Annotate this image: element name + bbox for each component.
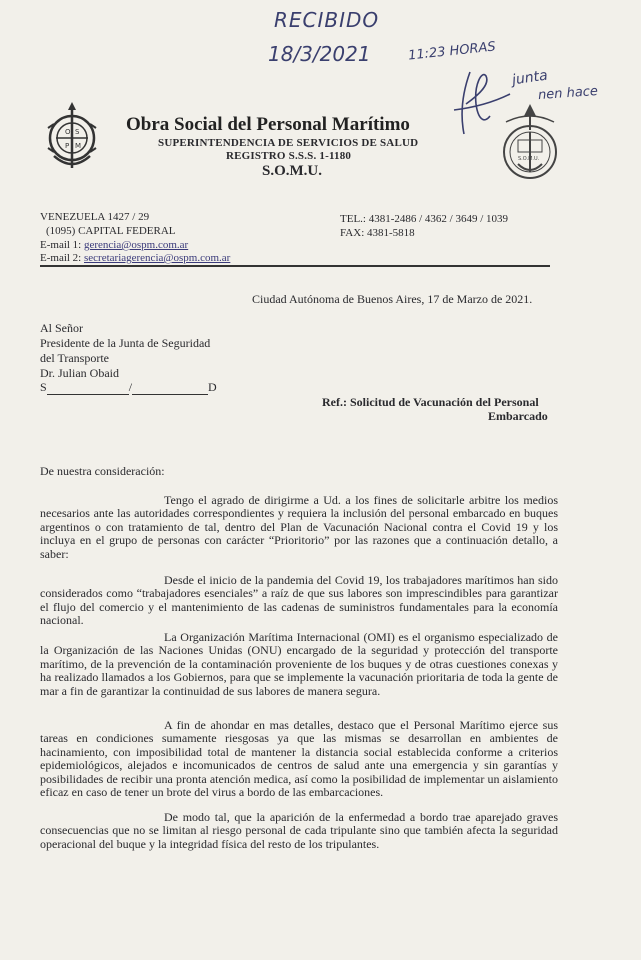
address-line-2: (1095) CAPITAL FEDERAL xyxy=(46,225,176,237)
anchor-logo-icon xyxy=(40,98,104,174)
handwritten-received: RECIBIDO xyxy=(274,8,380,32)
reference-line-1 xyxy=(322,396,539,409)
reference-label: Ref.: xyxy=(322,395,347,409)
email-2-link[interactable]: secretariagerencia@ospm.com.ar xyxy=(84,252,231,264)
telephone: TEL.: 4381-2486 / 4362 / 3649 / 1039 xyxy=(340,213,509,225)
svg-text:O: O xyxy=(65,128,71,136)
somu-seal-icon xyxy=(498,100,562,186)
sd-line xyxy=(40,381,218,395)
address-line-1: VENEZUELA 1427 / 29 xyxy=(40,211,150,223)
handwritten-time: 11:23 HORAS xyxy=(407,39,497,64)
handwritten-note-1: junta xyxy=(511,67,549,89)
email-1-row xyxy=(40,239,188,252)
body-paragraph-5: De modo tal, que la aparición de la enfermedad a bordo trae aparejado graves consecuencias que no se limitan al riesgo personal de cada tripulante sino que también afecta la seguridad operacional del buque y la integridad física del resto de los tripulantes. xyxy=(40,810,558,851)
recipient-line-2: Presidente de la Junta de Seguridad xyxy=(40,336,211,350)
handwritten-date: 18/3/2021 xyxy=(268,42,371,66)
email-1-label: E-mail 1: xyxy=(40,239,82,251)
recipient-line-1: Al Señor xyxy=(40,321,83,335)
reference-subject: Solicitud de Vacunación del Personal xyxy=(349,395,539,409)
header-divider xyxy=(40,265,550,267)
salutation: De nuestra consideración: xyxy=(40,464,165,478)
letterhead-registry: REGISTRO S.S.S. 1-1180 xyxy=(226,150,352,162)
handwritten-note-2: nen hace xyxy=(537,83,599,104)
body-paragraph-2: Desde el inicio de la pandemia del Covid 19, los trabajadores marítimos han sido considerados como “trabajadores esenciales” a raíz de que sus labores son imprescindibles para garantizar el flujo del comercio y el mantenimiento de las cadenas de suministros fundamentales para la economía nacional. xyxy=(40,573,558,628)
letterhead-title: Obra Social del Personal Marítimo xyxy=(126,114,410,135)
fax: FAX: 4381-5818 xyxy=(340,227,415,239)
sd-s: S xyxy=(40,380,47,394)
body-paragraph-4: A fin de ahondar en mas detalles, destaco que el Personal Marítimo ejerce sus tareas en condiciones sumamente riesgosas ya que las mismas se desarrollan en ambientes de hacinamiento, con imposibilidad total de mantener la distancia social establecida conforme a criterios epidemiológicos, alejados e incomunicados de centros de salud ante una emergencia y sin garantías y posibilidades de recibir una pronta atención medica, así como la posibilidad de implementar un aislamiento eficaz en caso de tener un brote del virus a bordo de las embarcaciones. xyxy=(40,718,558,800)
letterhead-authority: SUPERINTENDENCIA DE SERVICIOS DE SALUD xyxy=(158,137,419,149)
sd-d: D xyxy=(208,380,217,394)
body-paragraph-1: Tengo el agrado de dirigirme a Ud. a los fines de solicitarle arbitre los medios necesarios ante las autoridades correspondientes y requiera la inclusión del personal embarcado en buques argentinos o con tratamiento de tal, dentro del Plan de Vacunación Nacional contra el Covid 19 y los incluya en el grupo de personas con carácter “Prioritorio” por las razones que a continuación detallo, a saber: xyxy=(40,493,558,561)
recipient-line-4: Dr. Julian Obaid xyxy=(40,366,119,380)
sd-slash: / xyxy=(128,380,133,394)
email-1-link[interactable]: gerencia@ospm.com.ar xyxy=(84,239,189,251)
body-paragraph-3: La Organización Marítima Internacional (OMI) es el organismo especializado de la Organización de las Naciones Unidas (ONU) encargado de la seguridad y protección del transporte marítimo, de la prevención de la contaminación proveniente de los buques y de otras cuestiones conexas y ha realizado llamados a los Gobiernos, para que se implemente la vacunación prioritaria de toda la gente de mar a fin de garantizar la continuidad de sus labores de manera segura. xyxy=(40,630,558,698)
svg-text:M: M xyxy=(75,142,82,150)
letterhead-somu: S.O.M.U. xyxy=(262,163,322,179)
svg-text:S: S xyxy=(75,128,80,136)
recipient-line-3: del Transporte xyxy=(40,351,109,365)
letter-date: Ciudad Autónoma de Buenos Aires, 17 de Marzo de 2021. xyxy=(252,292,533,306)
svg-text:P: P xyxy=(65,142,70,150)
email-2-label: E-mail 2: xyxy=(40,252,82,264)
reference-line-2: Embarcado xyxy=(488,409,548,423)
seal-text: S.O.M.U. xyxy=(518,156,540,162)
email-2-row xyxy=(40,252,230,265)
